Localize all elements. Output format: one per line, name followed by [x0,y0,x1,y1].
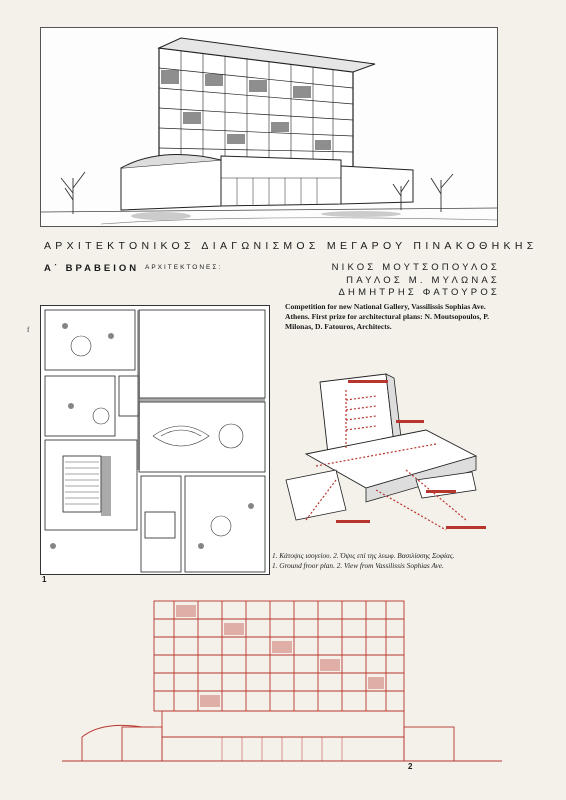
axonometric-view [276,370,501,550]
figure-number: 2 [408,762,413,771]
architect-name: ΔΗΜΗΤΡΗΣ ΦΑΤΟΥΡΟΣ [338,287,500,298]
architect-name: ΝΙΚΟΣ ΜΟΥΤΣΟΠΟΥΛΟΣ [331,262,500,273]
ground-floor-plan [40,305,270,575]
elevation-drawing [62,597,502,765]
margin-mark: f [27,326,30,334]
perspective-drawing [40,27,498,227]
caption-english: 1. Ground froor plan. 2. View from Vassilissis Sophias Ave. [272,561,444,570]
figure-number: 1 [42,575,47,584]
caption-greek: 1. Κάτοψις ισογείου. 2. Όψις επί της λεωφ. Βασιλίσσης Σοφίας. [272,551,455,560]
front-elevation [62,597,502,765]
page-heading: ΑΡΧΙΤΕΚΤΟΝΙΚΟΣ ΔΙΑΓΩΝΙΣΜΟΣ ΜΕΓΑΡΟΥ ΠΙΝΑΚΟΘΗΚΗΣ [44,240,538,252]
figure-captions [272,551,504,571]
perspective-illustration [41,28,497,226]
award-label: Α΄ ΒΡΑΒΕΙΟΝ [44,263,140,274]
architect-names [285,262,500,300]
architects-label: ΑΡΧΙΤΕΚΤΟΝΕΣ: [145,264,223,271]
plan-drawing [41,306,269,574]
axonometric-drawing [276,370,501,550]
english-summary: Competition for new National Gallery, Vassilissis Sophias Ave. Athens. First prize for architectural plans: N. Moutsopoulos, P. Milonas, D. Fatouros, Architects. [285,302,490,331]
architect-name: ΠΑΥΛΟΣ Μ. ΜΥΛΩΝΑΣ [346,274,500,286]
